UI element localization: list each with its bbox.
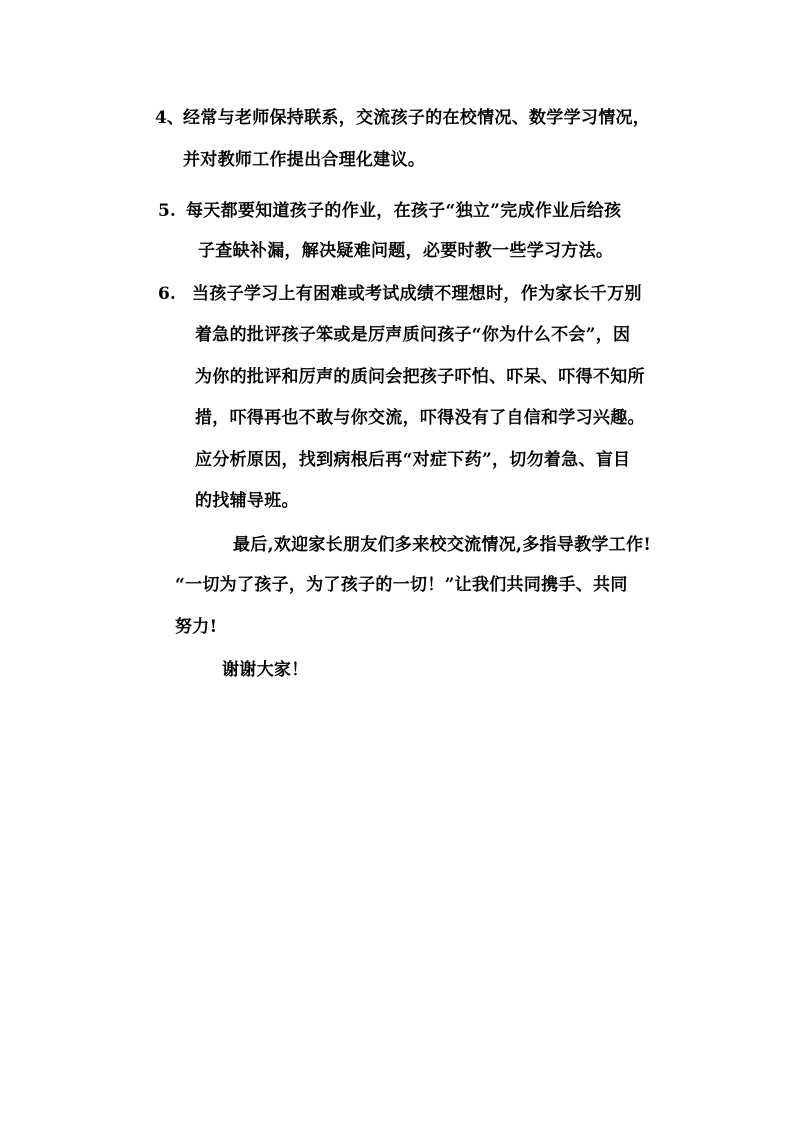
item-6-line-2: 着急的批评孩子笨或是厉声质问孩子“你为什么不会”，因 bbox=[195, 325, 631, 345]
item-6-line-5: 应分析原因，找到病根后再“对症下药”，切勿着急、盲目 bbox=[195, 450, 631, 470]
item-5-number: 5. bbox=[158, 201, 176, 221]
item-6-line-4: 措，吓得再也不敢与你交流，吓得没有了自信和学习兴趣。 bbox=[195, 408, 645, 428]
closing-line-2: “一切为了孩子，为了孩子的一切！”让我们共同携手、共同 bbox=[175, 575, 628, 595]
item-5-line-1: 每天都要知道孩子的作业，在孩子“独立”完成作业后给孩 bbox=[186, 201, 622, 221]
item-6-line-3: 为你的批评和厉声的质问会把孩子吓怕、吓呆、吓得不知所 bbox=[195, 367, 645, 387]
item-5-line-2: 子查缺补漏，解决疑难问题，必要时教一些学习方法。 bbox=[198, 241, 614, 261]
item-6-line-1: 当孩子学习上有困难或考试成绩不理想时，作为家长千万别 bbox=[192, 284, 642, 304]
item-6-line-6: 的找辅导班。 bbox=[195, 491, 299, 511]
item-6-number: 6. bbox=[158, 284, 176, 304]
item-4-line-2: 并对教师工作提出合理化建议。 bbox=[183, 150, 426, 170]
closing-line-3: 努力! bbox=[175, 617, 218, 637]
item-4-number: 4、 bbox=[155, 108, 184, 128]
closing-line-1: 最后,欢迎家长朋友们多来校交流情况,多指导教学工作! bbox=[233, 535, 652, 555]
item-4-line-1: 经常与老师保持联系，交流孩子的在校情况、数学学习情况， bbox=[183, 108, 651, 128]
thanks-text: 谢谢大家！ bbox=[222, 660, 309, 680]
